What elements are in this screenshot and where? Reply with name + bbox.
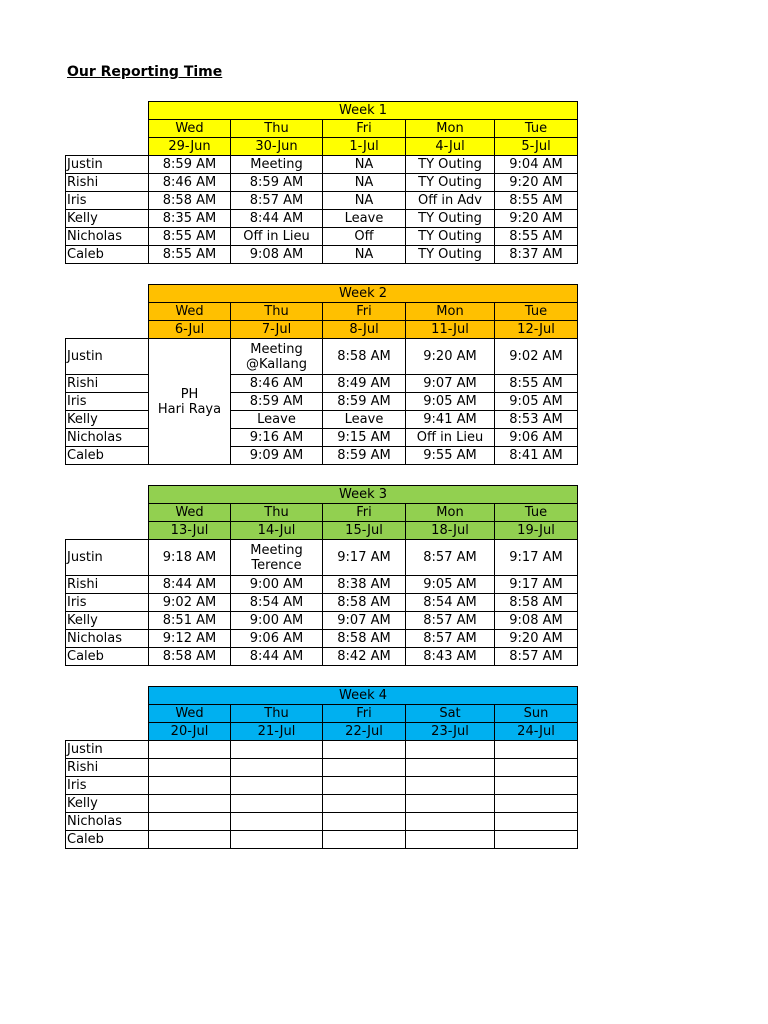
time-cell: TY Outing (406, 210, 495, 228)
day-header: Thu (231, 120, 323, 138)
time-cell (406, 813, 495, 831)
time-cell (231, 339, 323, 375)
time-cell: Meeting (231, 156, 323, 174)
time-cell (406, 795, 495, 813)
time-cell (495, 813, 578, 831)
time-cell: 9:55 AM (406, 447, 495, 465)
time-cell: NA (323, 156, 406, 174)
time-cell: 9:07 AM (406, 375, 495, 393)
time-cell: 9:20 AM (495, 210, 578, 228)
page-title: Our Reporting Time (67, 64, 223, 80)
time-cell: Leave (231, 411, 323, 429)
date-header: 23-Jul (406, 723, 495, 741)
person-name: Nicholas (66, 228, 149, 246)
time-cell: 8:55 AM (149, 246, 231, 264)
table-row (66, 393, 578, 411)
person-name: Iris (66, 192, 149, 210)
person-name: Nicholas (66, 630, 149, 648)
date-header: 18-Jul (406, 522, 495, 540)
time-cell: 8:55 AM (149, 228, 231, 246)
time-cell: Off in Lieu (406, 429, 495, 447)
day-header: Fri (323, 705, 406, 723)
time-cell: 9:12 AM (149, 630, 231, 648)
person-name: Kelly (66, 210, 149, 228)
time-cell (323, 777, 406, 795)
day-header: Wed (149, 705, 231, 723)
day-header: Thu (231, 504, 323, 522)
person-name: Nicholas (66, 429, 149, 447)
time-cell: TY Outing (406, 156, 495, 174)
time-cell: 8:51 AM (149, 612, 231, 630)
time-cell: NA (323, 246, 406, 264)
time-cell: 9:08 AM (231, 246, 323, 264)
time-cell: Off in Lieu (231, 228, 323, 246)
time-cell: 8:57 AM (406, 540, 495, 576)
date-header: 4-Jul (406, 138, 495, 156)
date-header: 8-Jul (323, 321, 406, 339)
time-cell (149, 777, 231, 795)
time-cell (323, 795, 406, 813)
date-header: 13-Jul (149, 522, 231, 540)
time-cell: 9:06 AM (495, 429, 578, 447)
date-header: 29-Jun (149, 138, 231, 156)
time-cell: Leave (323, 411, 406, 429)
person-name: Caleb (66, 831, 149, 849)
time-cell (149, 831, 231, 849)
time-cell: Off in Adv (406, 192, 495, 210)
time-cell: 8:59 AM (231, 174, 323, 192)
time-cell: 9:05 AM (406, 576, 495, 594)
day-header: Thu (231, 303, 323, 321)
person-name: Justin (66, 156, 149, 174)
date-header: 19-Jul (495, 522, 578, 540)
time-cell: 8:41 AM (495, 447, 578, 465)
date-header: 5-Jul (495, 138, 578, 156)
table-row (66, 156, 578, 174)
time-cell: 8:44 AM (231, 648, 323, 666)
day-header: Wed (149, 120, 231, 138)
time-cell: 9:08 AM (495, 612, 578, 630)
time-cell: 8:43 AM (406, 648, 495, 666)
person-name: Justin (66, 339, 149, 375)
time-cell: 8:49 AM (323, 375, 406, 393)
cell-line: Terence (251, 557, 302, 573)
time-cell: 8:57 AM (406, 630, 495, 648)
person-name: Justin (66, 741, 149, 759)
time-cell (231, 813, 323, 831)
person-name: Rishi (66, 759, 149, 777)
time-cell: 8:37 AM (495, 246, 578, 264)
person-name: Iris (66, 594, 149, 612)
time-cell (406, 831, 495, 849)
time-cell: 8:58 AM (495, 594, 578, 612)
table-row (66, 741, 578, 759)
day-header: Tue (495, 303, 578, 321)
table-row (66, 246, 578, 264)
time-cell (149, 759, 231, 777)
week-label: Week 3 (149, 486, 578, 504)
time-cell: 8:55 AM (495, 192, 578, 210)
time-cell: 9:00 AM (231, 612, 323, 630)
table-row (66, 576, 578, 594)
time-cell: 8:58 AM (323, 630, 406, 648)
date-header: 30-Jun (231, 138, 323, 156)
cell-line: Meeting (250, 542, 303, 558)
table-row (66, 210, 578, 228)
person-name: Caleb (66, 246, 149, 264)
time-cell (231, 831, 323, 849)
time-cell: TY Outing (406, 228, 495, 246)
day-header: Sat (406, 705, 495, 723)
time-cell: NA (323, 192, 406, 210)
time-cell: 8:54 AM (231, 594, 323, 612)
date-header: 22-Jul (323, 723, 406, 741)
table-row (66, 192, 578, 210)
holiday-text: PH (180, 386, 199, 402)
week-table (65, 101, 578, 264)
time-cell: 9:09 AM (231, 447, 323, 465)
table-row (66, 429, 578, 447)
week-label: Week 1 (149, 102, 578, 120)
day-header: Fri (323, 120, 406, 138)
date-header: 7-Jul (231, 321, 323, 339)
table-row (66, 648, 578, 666)
time-cell: 9:06 AM (231, 630, 323, 648)
time-cell: 9:02 AM (495, 339, 578, 375)
date-header: 14-Jul (231, 522, 323, 540)
time-cell: 8:42 AM (323, 648, 406, 666)
time-cell: 9:20 AM (406, 339, 495, 375)
time-cell (495, 759, 578, 777)
date-header: 6-Jul (149, 321, 231, 339)
time-cell: 8:59 AM (323, 447, 406, 465)
holiday-text: Hari Raya (157, 401, 222, 417)
date-header: 15-Jul (323, 522, 406, 540)
time-cell: 9:05 AM (495, 393, 578, 411)
time-cell (149, 741, 231, 759)
time-cell: 9:16 AM (231, 429, 323, 447)
table-row (66, 831, 578, 849)
time-cell (495, 831, 578, 849)
day-header: Tue (495, 120, 578, 138)
week-label: Week 4 (149, 687, 578, 705)
time-cell: 9:04 AM (495, 156, 578, 174)
time-cell: 8:55 AM (495, 375, 578, 393)
time-cell: 9:17 AM (323, 540, 406, 576)
time-cell: 8:59 AM (149, 156, 231, 174)
time-cell (406, 777, 495, 795)
person-name: Caleb (66, 648, 149, 666)
time-cell: 9:41 AM (406, 411, 495, 429)
table-row (66, 594, 578, 612)
person-name: Kelly (66, 411, 149, 429)
day-header: Mon (406, 303, 495, 321)
week-table (65, 485, 578, 666)
time-cell (406, 741, 495, 759)
time-cell (323, 759, 406, 777)
time-cell: 8:53 AM (495, 411, 578, 429)
time-cell: 9:05 AM (406, 393, 495, 411)
time-cell: 8:46 AM (231, 375, 323, 393)
time-cell: 9:02 AM (149, 594, 231, 612)
time-cell: 8:57 AM (495, 648, 578, 666)
table-row (66, 777, 578, 795)
time-cell: 8:44 AM (231, 210, 323, 228)
time-cell: 8:59 AM (323, 393, 406, 411)
table-row (66, 411, 578, 429)
person-name: Kelly (66, 612, 149, 630)
time-cell: 9:18 AM (149, 540, 231, 576)
time-cell: Off (323, 228, 406, 246)
person-name: Kelly (66, 795, 149, 813)
person-name: Rishi (66, 174, 149, 192)
date-header: 12-Jul (495, 321, 578, 339)
time-cell (323, 831, 406, 849)
time-cell (231, 540, 323, 576)
table-row (66, 795, 578, 813)
table-row (66, 174, 578, 192)
date-header: 21-Jul (231, 723, 323, 741)
table-row (66, 375, 578, 393)
week-table (65, 686, 578, 849)
person-name: Nicholas (66, 813, 149, 831)
date-header: 11-Jul (406, 321, 495, 339)
time-cell: 8:57 AM (406, 612, 495, 630)
table-row (66, 813, 578, 831)
time-cell (231, 777, 323, 795)
day-header: Fri (323, 303, 406, 321)
time-cell (323, 741, 406, 759)
time-cell: 8:35 AM (149, 210, 231, 228)
day-header: Mon (406, 504, 495, 522)
table-row (66, 759, 578, 777)
time-cell (323, 813, 406, 831)
time-cell: 8:54 AM (406, 594, 495, 612)
table-row (66, 630, 578, 648)
day-header: Sun (495, 705, 578, 723)
time-cell: 8:57 AM (231, 192, 323, 210)
cell-line: @Kallang (246, 356, 307, 372)
table-row (66, 228, 578, 246)
table-row (66, 447, 578, 465)
time-cell (231, 759, 323, 777)
time-cell: 8:58 AM (149, 192, 231, 210)
time-cell: 8:44 AM (149, 576, 231, 594)
time-cell: 9:07 AM (323, 612, 406, 630)
time-cell (231, 741, 323, 759)
person-name: Justin (66, 540, 149, 576)
date-header: 1-Jul (323, 138, 406, 156)
table-row (66, 540, 578, 576)
person-name: Caleb (66, 447, 149, 465)
time-cell: 9:20 AM (495, 630, 578, 648)
time-cell: 8:58 AM (323, 339, 406, 375)
time-cell: 8:55 AM (495, 228, 578, 246)
person-name: Iris (66, 777, 149, 795)
date-header: 24-Jul (495, 723, 578, 741)
day-header: Tue (495, 504, 578, 522)
time-cell: Leave (323, 210, 406, 228)
table-row (66, 612, 578, 630)
time-cell: NA (323, 174, 406, 192)
holiday-cell (149, 339, 231, 465)
week-label: Week 2 (149, 285, 578, 303)
day-header: Wed (149, 303, 231, 321)
time-cell: 8:46 AM (149, 174, 231, 192)
time-cell: TY Outing (406, 174, 495, 192)
time-cell (406, 759, 495, 777)
time-cell (495, 741, 578, 759)
cell-line: Meeting (250, 341, 303, 357)
person-name: Iris (66, 393, 149, 411)
time-cell: 9:20 AM (495, 174, 578, 192)
time-cell: 9:17 AM (495, 540, 578, 576)
person-name: Rishi (66, 576, 149, 594)
time-cell (495, 795, 578, 813)
table-row (66, 339, 578, 375)
time-cell: 8:38 AM (323, 576, 406, 594)
time-cell: 8:58 AM (149, 648, 231, 666)
time-cell: 9:17 AM (495, 576, 578, 594)
day-header: Mon (406, 120, 495, 138)
time-cell: 8:58 AM (323, 594, 406, 612)
day-header: Thu (231, 705, 323, 723)
time-cell (149, 813, 231, 831)
time-cell (149, 795, 231, 813)
time-cell: 8:59 AM (231, 393, 323, 411)
date-header: 20-Jul (149, 723, 231, 741)
time-cell (231, 795, 323, 813)
week-table (65, 284, 578, 465)
day-header: Fri (323, 504, 406, 522)
time-cell: 9:00 AM (231, 576, 323, 594)
time-cell: TY Outing (406, 246, 495, 264)
person-name: Rishi (66, 375, 149, 393)
time-cell (495, 777, 578, 795)
time-cell: 9:15 AM (323, 429, 406, 447)
day-header: Wed (149, 504, 231, 522)
